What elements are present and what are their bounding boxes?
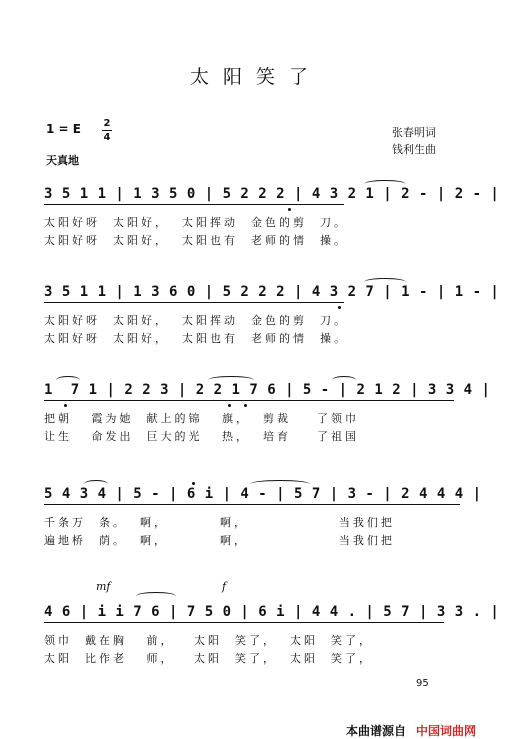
time-signature [102,118,112,143]
footer-source: 本曲谱源自 [346,724,407,738]
lyric-line: 领巾 戴在胸 前， 太阳 笑了， 太阳 笑了， [44,634,373,647]
lyric-line: 千条万 条。 啊， 啊， 当我们把 [44,516,395,529]
notation-line: 4 6 | i i 7 6 | 7 5 0 | 6 i | 4 4 . | 5 7 | 3 3 . | [44,604,500,620]
time-signature-bar [102,130,112,131]
slur-mark [136,592,176,600]
octave-dot [244,404,247,407]
lyric-line: 遍地桥 荫。 啊， 啊， 当我们把 [44,534,395,547]
lyric-line: 太阳 比作老 师， 太阳 笑了， 太阳 笑了， [44,652,373,665]
lyric-line: 太阳好呀 太阳好， 太阳挥动 金色的剪 刀。 [44,216,348,229]
octave-dot [64,404,67,407]
time-signature-bottom: 4 [103,132,111,143]
dynamic-mf: mf [96,580,111,593]
beam-line [44,622,444,623]
footer-credit [346,722,476,739]
notation-line: 3 5 1 1 | 1 3 5 0 | 5 2 2 2 | 4 3 2 1 | 2 - | 2 - | [44,186,500,202]
notation-line: 5 4 3 4 | 5 - | 6 i | 4 - | 5 7 | 3 - | 2 4 4 4 | [44,486,482,502]
dynamic-f: f [222,580,227,593]
notation-line: 3 5 1 1 | 1 3 6 0 | 5 2 2 2 | 4 3 2 7 | 1 - | 1 - | [44,284,500,300]
time-signature-top: 2 [103,118,111,129]
page-number: 95 [416,678,429,689]
tempo-marking: 天真地 [46,154,79,167]
octave-dot [288,208,291,211]
notation-line: 1 7 1 | 2 2 3 | 2 2 1 7 6 | 5 - | 2 1 2 | 3 3 4 | [44,382,491,398]
lyric-line: 太阳好呀 太阳好， 太阳也有 老师的情 操。 [44,234,348,247]
lyricist-credit: 张春明词 [392,126,436,139]
lyric-line: 让生 命发出 巨大的光 热， 培育 了祖国 [44,430,359,443]
beam-line [44,204,344,205]
key-signature: 1 = E [46,122,81,136]
octave-dot [228,404,231,407]
beam-line [44,400,454,401]
lyric-line: 把朝 霞为她 献上的锦 旗， 剪裁 了领巾 [44,412,359,425]
lyric-line: 太阳好呀 太阳好， 太阳也有 老师的情 操。 [44,332,348,345]
octave-dot [192,482,195,485]
song-title: 太阳笑了 [189,66,322,88]
composer-credit: 钱利生曲 [392,143,436,156]
footer-site-link[interactable]: 中国词曲网 [416,724,477,738]
octave-dot [338,306,341,309]
lyric-line: 太阳好呀 太阳好， 太阳挥动 金色的剪 刀。 [44,314,348,327]
beam-line [44,302,344,303]
beam-line [44,504,460,505]
